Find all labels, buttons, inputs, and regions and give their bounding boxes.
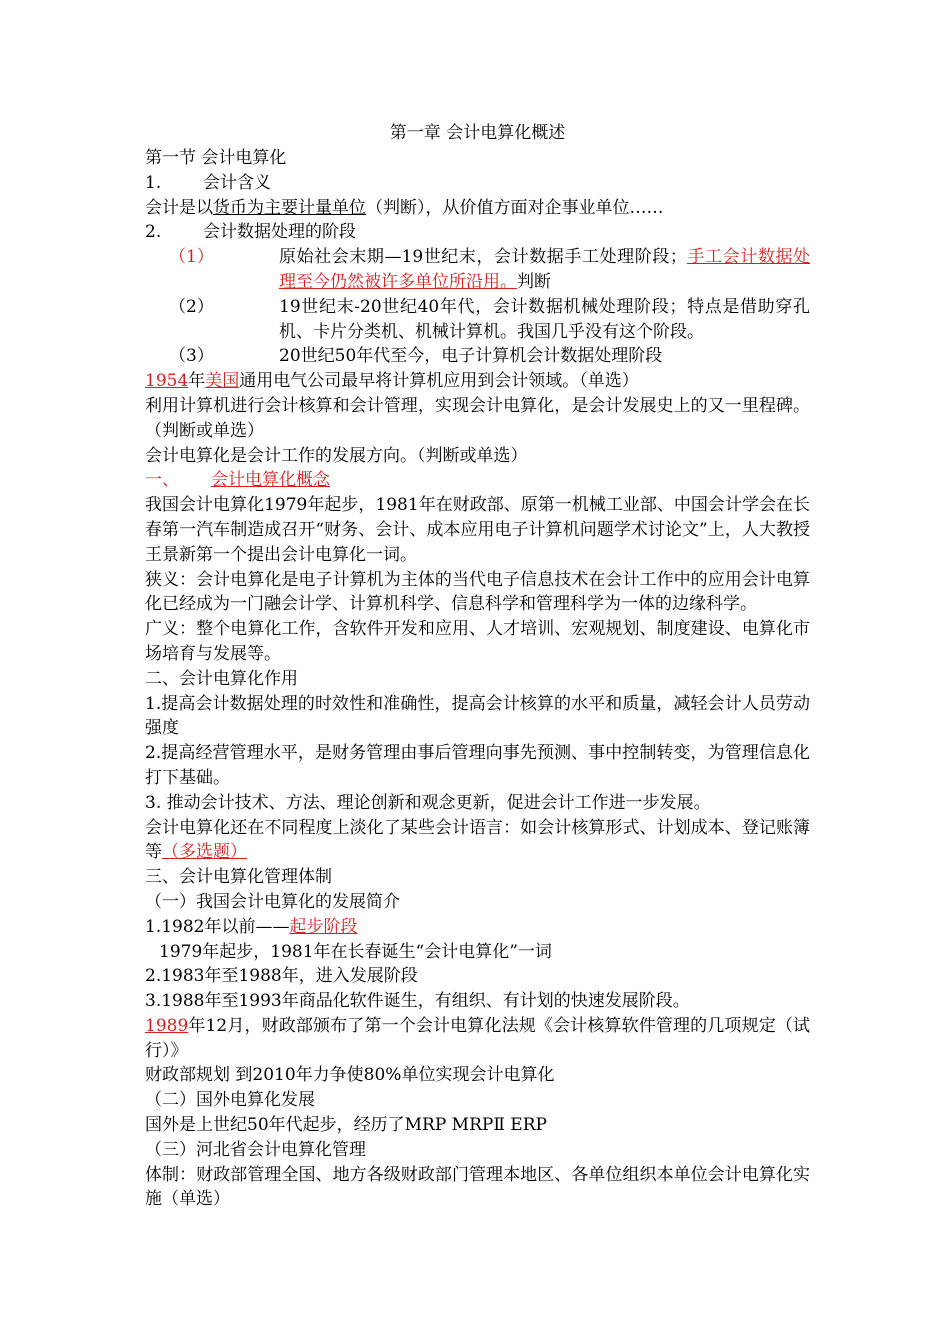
definition-line (145, 196, 810, 221)
list-item: 3. 推动会计技术、方法、理论创新和观念更新，促进会计工作进一步发展。 (145, 792, 711, 813)
heading-text: 会计数据处理的阶段 (203, 222, 356, 243)
paragraph-1989 (145, 1014, 810, 1064)
stage-text: 19世纪末-20世纪40年代，会计数据机械处理阶段；特点是借助穿孔机、卡片分类机、机械计算机。我国几乎没有这个阶段。 (279, 296, 810, 342)
paragraph: 利用计算机进行会计核算和会计管理，实现会计电算化，是会计发展史上的又一里程碑。（判断或单选） (145, 395, 810, 441)
highlighted-text: 手工会计数据处理至今仍然被许多单位所沿用。 (279, 247, 810, 292)
concept-heading (145, 468, 810, 493)
paragraph: 财政部规划 到2010年力争使80%单位实现会计电算化 (145, 1065, 555, 1086)
section-heading: 第一节 会计电算化 (145, 148, 287, 168)
heading-marker: 一、 (145, 470, 179, 491)
list-number: 2. (145, 222, 162, 243)
text-run: 会计电算化还在不同程度上淡化了某些会计语言：如会计核算形式、计划成本、登记账簿等 (145, 817, 810, 863)
stage-item-1 (145, 245, 810, 295)
paragraph: 广义：整个电算化工作，含软件开发和应用、人才培训、宏观规划、制度建设、电算化市场培育与发展等。 (145, 619, 810, 664)
paragraph: 我国会计电算化1979年起步，1981年在财政部、原第一机械工业部、中国会计学会在长春第一汽车制造成召开“财务、会计、成本应用电子计算机问题学术讨论文”上，人大教授王景新第一个提出会计电算化一词。 (145, 495, 810, 565)
note-line: 1979年起步，1981年在长春诞生“会计电算化”一词 (159, 941, 552, 962)
list-number: 1. (145, 172, 162, 193)
section-heading: 三、会计电算化管理体制 (145, 867, 332, 888)
list-item: 1.提高会计数据处理的时效性和准确性，提高会计核算的水平和质量，减轻会计人员劳动强度 (145, 693, 810, 739)
paragraph: 会计电算化是会计工作的发展方向。（判断或单选） (145, 445, 528, 466)
text-run: 通用电气公司最早将计算机应用到会计领域。（单选） (239, 371, 639, 392)
numbered-heading (145, 220, 810, 245)
text-run: 会计是以 (145, 197, 213, 218)
document-page (145, 120, 810, 1212)
stage-text: 20世纪50年代至今，电子计算机会计数据处理阶段 (279, 346, 663, 367)
section-heading: 二、会计电算化作用 (145, 668, 298, 689)
text-run: （判断），从价值方面对企事业单位…… (366, 197, 664, 218)
underlined-text: 货币为主要计量单位 (213, 197, 366, 218)
heading-text: 会计含义 (203, 172, 271, 193)
text-run: 原始社会末期—19世纪末，会计数据手工处理阶段； (279, 247, 687, 268)
subsection-heading: （三）河北省会计电算化管理 (145, 1139, 366, 1160)
chapter-title: 第一章 会计电算化概述 (389, 123, 566, 143)
highlighted-text: 起步阶段 (289, 916, 358, 937)
text-run: 年12月，财政部颁布了第一个会计电算化法规《会计核算软件管理的几项规定（试行）》 (145, 1015, 810, 1061)
list-item: 2.1983年至1988年，进入发展阶段 (145, 966, 418, 987)
stage-marker: （2） (169, 296, 214, 317)
text-run: 1.1982年以前—— (145, 916, 290, 937)
stage-item-3 (145, 344, 810, 369)
highlighted-text: 1989 (145, 1015, 189, 1036)
text-run: 年 (188, 371, 206, 392)
list-item: 3.1988年至1993年商品化软件诞生，有组织、有计划的快速发展阶段。 (145, 991, 690, 1012)
stage-text (279, 245, 810, 295)
paragraph: 国外是上世纪50年代起步，经历了MRP MRPⅡ ERP (145, 1115, 547, 1136)
stage-marker: （3） (169, 346, 214, 367)
paragraph (145, 816, 810, 866)
heading-text: 会计电算化概念 (211, 470, 330, 491)
stage-item-2 (145, 295, 810, 345)
list-item (145, 915, 810, 940)
numbered-heading (145, 171, 810, 196)
paragraph-1954 (145, 369, 810, 394)
stage-marker: （1） (169, 247, 214, 268)
paragraph: 狭义：会计电算化是电子计算机为主体的当代电子信息技术在会计工作中的应用会计电算化已经成为一门融会计学、计算机科学、信息科学和管理科学为一体的边缘科学。 (145, 569, 810, 615)
subsection-heading: （一）我国会计电算化的发展简介 (145, 891, 400, 912)
highlighted-text: 1954 (145, 371, 189, 392)
highlighted-text: （多选题） (162, 842, 247, 863)
highlighted-text: 美国 (205, 371, 240, 392)
text-run: 判断 (517, 271, 551, 292)
subsection-heading: （二）国外电算化发展 (145, 1090, 315, 1111)
list-item: 2.提高经营管理水平，是财务管理由事后管理向事先预测、事中控制转变，为管理信息化打下基础。 (145, 743, 810, 788)
paragraph: 体制：财政部管理全国、地方各级财政部门管理本地区、各单位组织本单位会计电算化实施（单选） (145, 1164, 810, 1210)
